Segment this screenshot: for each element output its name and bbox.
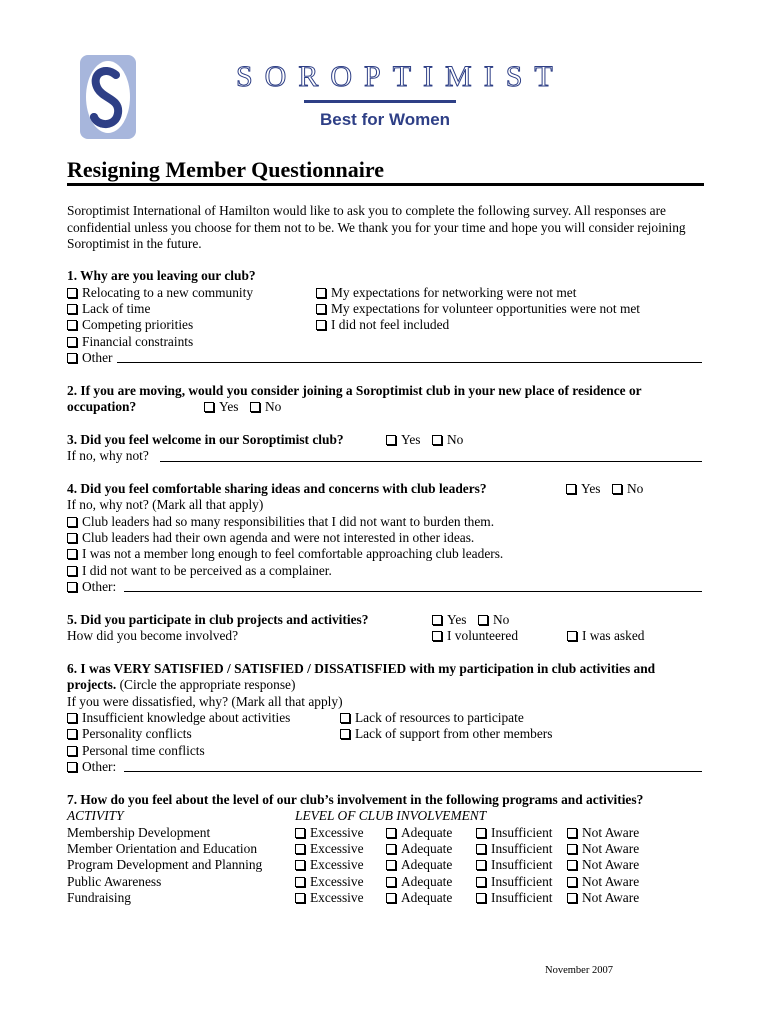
level-label: Insufficient (491, 890, 553, 905)
q4-question: 4. Did you feel comfortable sharing ideas and concerns with club leaders? (67, 481, 487, 496)
q7-level-option[interactable] (476, 890, 552, 906)
level-label: Insufficient (491, 874, 553, 889)
level-label: Adequate (401, 825, 453, 840)
q6-option-label: Lack of support from other members (355, 726, 553, 741)
checkbox[interactable] (67, 729, 77, 739)
q4-option[interactable] (67, 530, 474, 546)
q2-no[interactable] (250, 399, 281, 415)
q3-no-label: No (447, 432, 464, 447)
checkbox[interactable] (386, 828, 396, 838)
checkbox[interactable] (386, 844, 396, 854)
q7-level-option[interactable] (295, 825, 364, 841)
soroptimist-emblem-icon (80, 55, 136, 139)
checkbox[interactable] (478, 615, 488, 625)
q2-question: 2. If you are moving, would you consider joining a Soroptimist club in your new place of residence or (67, 383, 642, 398)
checkbox[interactable] (566, 484, 576, 494)
level-label: Not Aware (582, 825, 640, 840)
q4-yes-label: Yes (581, 481, 601, 496)
checkbox[interactable] (295, 877, 305, 887)
checkbox[interactable] (316, 320, 326, 330)
level-label: Insufficient (491, 841, 553, 856)
q4-option-label: Club leaders had their own agenda and were not interested in other ideas. (82, 530, 475, 545)
q6-option[interactable] (340, 710, 524, 726)
checkbox[interactable] (67, 533, 77, 543)
q1-option[interactable] (67, 334, 193, 350)
checkbox[interactable] (67, 288, 77, 298)
q2-yes-label: Yes (219, 399, 239, 414)
q6-question-bold: projects. (67, 677, 117, 692)
checkbox[interactable] (67, 762, 77, 772)
q4-option-label: Other: (82, 579, 117, 594)
q7-level-option[interactable] (476, 825, 552, 841)
checkbox[interactable] (250, 402, 260, 412)
q1-option-other[interactable] (67, 350, 113, 366)
level-label: Not Aware (582, 890, 640, 905)
q4-option-label: I did not want to be perceived as a complainer. (82, 563, 332, 578)
logo-tagline: Best for Women (320, 110, 451, 129)
q4-no[interactable] (612, 481, 643, 497)
level-label: Insufficient (491, 857, 553, 872)
q3-yes[interactable] (386, 432, 420, 448)
q1-question: 1. Why are you leaving our club? (67, 268, 256, 283)
level-label: Excessive (310, 874, 364, 889)
checkbox[interactable] (67, 549, 77, 559)
checkbox[interactable] (567, 631, 577, 641)
q1-option-label: My expectations for volunteer opportunities were not met (331, 301, 641, 316)
q6-option[interactable] (67, 743, 205, 759)
checkbox[interactable] (295, 828, 305, 838)
checkbox[interactable] (316, 288, 326, 298)
q6-question: 6. I was VERY SATISFIED / SATISFIED / DISSATISFIED with my participation in club activities and (67, 661, 656, 676)
checkbox[interactable] (295, 844, 305, 854)
q7-level-option[interactable] (476, 857, 552, 873)
level-label: Excessive (310, 857, 364, 872)
checkbox[interactable] (67, 304, 77, 314)
q6-question-rest: (Circle the appropriate response) (119, 677, 296, 692)
level-label: Excessive (310, 841, 364, 856)
checkbox[interactable] (432, 615, 442, 625)
q7-level-option[interactable] (476, 874, 552, 890)
level-label: Adequate (401, 841, 453, 856)
checkbox[interactable] (67, 566, 77, 576)
q6-option[interactable] (67, 726, 192, 742)
q7-level-option[interactable] (386, 841, 452, 857)
q1-option-label: Financial constraints (82, 334, 194, 349)
q7-level-option[interactable] (567, 825, 639, 841)
checkbox[interactable] (476, 844, 486, 854)
checkbox[interactable] (567, 828, 577, 838)
q6-other-line[interactable] (124, 771, 702, 772)
checkbox[interactable] (67, 582, 77, 592)
q4-option-label: Club leaders had so many responsibilities that I did not want to burden them. (82, 514, 495, 529)
q7-question: 7. How do you feel about the level of our club’s involvement in the following programs and activities? (67, 792, 644, 807)
q4-option-other[interactable] (67, 579, 116, 595)
q1-option[interactable] (316, 301, 640, 317)
q7-activity-label: Program Development and Planning (67, 857, 263, 872)
q1-option-label: Competing priorities (82, 317, 194, 332)
q5-followup: How did you become involved? (67, 628, 239, 643)
q3-answer-line[interactable] (160, 461, 702, 462)
q1-option[interactable] (67, 301, 150, 317)
q5-yes[interactable] (432, 612, 466, 628)
level-label: Adequate (401, 857, 453, 872)
q7-activity-label: Public Awareness (67, 874, 162, 889)
q7-level-option[interactable] (567, 841, 639, 857)
q6-followup: If you were dissatisfied, why? (Mark all that apply) (67, 694, 343, 709)
checkbox[interactable] (476, 877, 486, 887)
q2-yes[interactable] (204, 399, 238, 415)
logo-underline (304, 100, 456, 103)
q7-level-option[interactable] (386, 874, 452, 890)
q6-option-label: Personal time conflicts (82, 743, 205, 758)
checkbox[interactable] (476, 828, 486, 838)
q2-no-label: No (265, 399, 282, 414)
checkbox[interactable] (67, 746, 77, 756)
checkbox[interactable] (67, 517, 77, 527)
checkbox[interactable] (612, 484, 622, 494)
q7-level-option[interactable] (386, 890, 452, 906)
q5-no[interactable] (478, 612, 509, 628)
q7-level-option[interactable] (567, 890, 639, 906)
q5-volunteered[interactable] (432, 628, 518, 644)
q6-option-label: Other: (82, 759, 117, 774)
q6-question-cont (67, 677, 295, 693)
title-rule (67, 183, 704, 186)
q7-level-option[interactable] (567, 874, 639, 890)
checkbox[interactable] (386, 435, 396, 445)
q7-level-option[interactable] (295, 857, 364, 873)
q6-option-label: Insufficient knowledge about activities (82, 710, 291, 725)
q5-no-label: No (493, 612, 510, 627)
level-label: Adequate (401, 890, 453, 905)
checkbox[interactable] (67, 353, 77, 363)
q1-option[interactable] (67, 317, 193, 333)
intro-paragraph: Soroptimist International of Hamilton would like to ask you to complete the following survey. All responses are confidential unless you choose for them not to be. We thank you for your time and hope you will consider rejoining Soroptimist in the future. (67, 203, 686, 251)
level-label: Excessive (310, 890, 364, 905)
checkbox[interactable] (295, 860, 305, 870)
q1-option-label: Other (82, 350, 113, 365)
page-title: Resigning Member Questionnaire (67, 157, 384, 182)
footer-date: November 2007 (545, 965, 613, 976)
q3-question: 3. Did you feel welcome in our Soroptimist club? (67, 432, 344, 447)
q6-option[interactable] (67, 710, 290, 726)
checkbox[interactable] (386, 893, 396, 903)
q5-question: 5. Did you participate in club projects and activities? (67, 612, 369, 627)
q7-level-option[interactable] (386, 857, 452, 873)
q4-option[interactable] (67, 546, 503, 562)
level-label: Not Aware (582, 874, 640, 889)
checkbox[interactable] (67, 337, 77, 347)
q7-level-option[interactable] (295, 890, 364, 906)
q7-col-activity: ACTIVITY (67, 808, 124, 823)
level-label: Excessive (310, 825, 364, 840)
checkbox[interactable] (386, 877, 396, 887)
checkbox[interactable] (340, 729, 350, 739)
checkbox[interactable] (204, 402, 214, 412)
q1-option-label: I did not feel included (331, 317, 450, 332)
logo-name: SOROPTIMIST (236, 60, 565, 93)
q4-yes[interactable] (566, 481, 600, 497)
q1-option-label: Relocating to a new community (82, 285, 254, 300)
q3-yes-label: Yes (401, 432, 421, 447)
q4-option-label: I was not a member long enough to feel comfortable approaching club leaders. (82, 546, 504, 561)
q1-option[interactable] (316, 285, 576, 301)
q7-level-option[interactable] (295, 841, 364, 857)
q2-question-cont: occupation? (67, 399, 137, 414)
q6-option-other[interactable] (67, 759, 116, 775)
q1-option[interactable] (67, 285, 253, 301)
q1-other-line[interactable] (117, 362, 702, 363)
q7-level-option[interactable] (476, 841, 552, 857)
q4-option[interactable] (67, 514, 494, 530)
q4-no-label: No (627, 481, 644, 496)
level-label: Not Aware (582, 857, 640, 872)
q7-activity-label: Membership Development (67, 825, 211, 840)
q6-option[interactable] (340, 726, 552, 742)
checkbox[interactable] (67, 320, 77, 330)
level-label: Not Aware (582, 841, 640, 856)
checkbox[interactable] (476, 893, 486, 903)
checkbox[interactable] (432, 631, 442, 641)
q5-volunteered-label: I volunteered (447, 628, 519, 643)
q7-col-level: LEVEL OF CLUB INVOLVEMENT (295, 808, 487, 823)
checkbox[interactable] (567, 844, 577, 854)
q7-level-option[interactable] (567, 857, 639, 873)
checkbox[interactable] (340, 713, 350, 723)
q5-asked-label: I was asked (582, 628, 645, 643)
q7-activity-label: Fundraising (67, 890, 131, 905)
q1-option-label: My expectations for networking were not met (331, 285, 577, 300)
checkbox[interactable] (567, 893, 577, 903)
q1-option[interactable] (316, 317, 449, 333)
level-label: Insufficient (491, 825, 553, 840)
q3-followup: If no, why not? (67, 448, 149, 463)
checkbox[interactable] (567, 860, 577, 870)
q1-option-label: Lack of time (82, 301, 151, 316)
q4-option[interactable] (67, 563, 332, 579)
q3-no[interactable] (432, 432, 463, 448)
q4-followup: If no, why not? (Mark all that apply) (67, 497, 264, 512)
checkbox[interactable] (316, 304, 326, 314)
checkbox[interactable] (67, 713, 77, 723)
checkbox[interactable] (386, 860, 396, 870)
level-label: Adequate (401, 874, 453, 889)
checkbox[interactable] (567, 877, 577, 887)
q5-asked[interactable] (567, 628, 644, 644)
checkbox[interactable] (295, 893, 305, 903)
checkbox[interactable] (432, 435, 442, 445)
checkbox[interactable] (476, 860, 486, 870)
q4-other-line[interactable] (124, 591, 702, 592)
q7-activity-label: Member Orientation and Education (67, 841, 258, 856)
q6-option-label: Lack of resources to participate (355, 710, 524, 725)
q7-level-option[interactable] (386, 825, 452, 841)
q7-level-option[interactable] (295, 874, 364, 890)
q6-option-label: Personality conflicts (82, 726, 192, 741)
q5-yes-label: Yes (447, 612, 467, 627)
